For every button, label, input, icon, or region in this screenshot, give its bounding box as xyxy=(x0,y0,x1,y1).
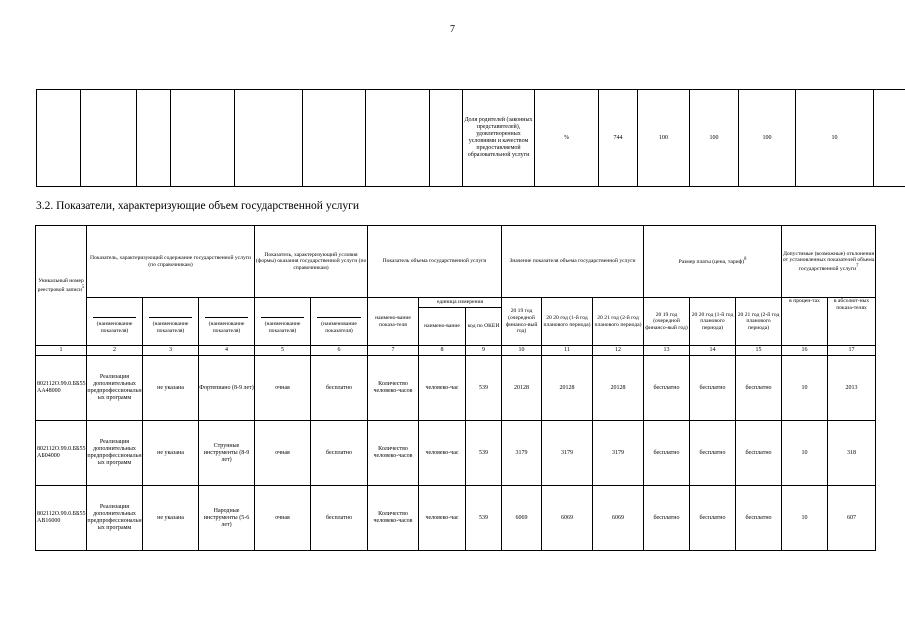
column-numbers-row xyxy=(36,346,876,356)
row-cell: 6069 xyxy=(593,486,644,551)
top-cell xyxy=(37,90,81,187)
row-cell: 10 xyxy=(782,421,828,486)
row-cell: бесплатно xyxy=(690,486,736,551)
top-cell xyxy=(81,90,137,187)
header-unit-name: наимено-вание xyxy=(419,308,466,346)
col-number: 13 xyxy=(644,346,690,356)
row-cell: 20128 xyxy=(593,356,644,421)
header-fee-2021: 20 21 год (2-й год планового периода) xyxy=(736,298,782,346)
top-cell xyxy=(430,90,463,187)
row-id: 802112О.99.0.ББ55АВ16000 xyxy=(36,486,87,551)
page-number: 7 xyxy=(450,24,455,35)
header-fee-2019: 20 19 год (очередной финансо-вый год) xyxy=(644,298,690,346)
row-cell: бесплатно xyxy=(644,421,690,486)
row-cell: не указана xyxy=(143,356,199,421)
row-cell: бесплатно xyxy=(311,421,368,486)
row-cell: бесплатно xyxy=(311,356,368,421)
header-year-2021: 20 21 год (2-й год планового периода) xyxy=(593,298,644,346)
col-number: 3 xyxy=(143,346,199,356)
header-naming-6: (наименование показателя) xyxy=(311,298,368,346)
header-dev-abs: в абсолют-ных показа-телях xyxy=(828,298,876,346)
row-cell: бесплатно xyxy=(644,356,690,421)
row-cell: 318 xyxy=(828,421,876,486)
header-naming-3: (наименование показателя) xyxy=(143,298,199,346)
row-cell: 6069 xyxy=(502,486,542,551)
col-number: 16 xyxy=(782,346,828,356)
header-unit-group: единица измерения xyxy=(419,298,502,308)
header-naming-4: (наименование показателя) xyxy=(199,298,255,346)
row-cell: 10 xyxy=(782,486,828,551)
row-cell: бесплатно xyxy=(690,421,736,486)
col-number: 10 xyxy=(502,346,542,356)
col-number: 4 xyxy=(199,346,255,356)
header-value-group: Значение показателя объема государственной услуги xyxy=(502,226,644,298)
row-cell: бесплатно xyxy=(690,356,736,421)
top-okei: 744 xyxy=(599,90,638,187)
header-fee-2020: 20 20 год (1-й год планового периода) xyxy=(690,298,736,346)
top-cell xyxy=(137,90,171,187)
row-cell: бесплатно xyxy=(736,356,782,421)
col-number: 6 xyxy=(311,346,368,356)
row-cell: Фортепиано (8-9 лет) xyxy=(199,356,255,421)
header-naming-2: (наименование показателя) xyxy=(87,298,143,346)
header-dev-pct: в процен-тах xyxy=(782,298,828,346)
row-program: Реализация дополнительных предпрофессиональных программ xyxy=(87,356,143,421)
col-number: 9 xyxy=(466,346,502,356)
header-fee-group: Размер платы (цена, тариф)$^8$ xyxy=(644,226,782,298)
row-program: Реализация дополнительных предпрофессиональных программ xyxy=(87,486,143,551)
row-cell: бесплатно xyxy=(736,421,782,486)
col-number: 15 xyxy=(736,346,782,356)
row-cell: 539 xyxy=(466,486,502,551)
header-volume-group: Показатель объема государственной услуги xyxy=(368,226,502,298)
row-cell: не указана xyxy=(143,421,199,486)
header-okei-code: код по ОКЕИ xyxy=(466,308,502,346)
header-unique-number: Уникальный номер реестровой записи$^5$ xyxy=(36,226,87,346)
row-cell: человеко-час xyxy=(419,486,466,551)
col-number: 14 xyxy=(690,346,736,356)
row-cell: человеко-час xyxy=(419,356,466,421)
row-cell: 2013 xyxy=(828,356,876,421)
row-id: 802112О.99.0.ББ55АА48000 xyxy=(36,356,87,421)
top-last xyxy=(874,90,905,187)
row-cell: 607 xyxy=(828,486,876,551)
row-cell: 3179 xyxy=(593,421,644,486)
row-cell: бесплатно xyxy=(736,486,782,551)
table-row xyxy=(36,421,876,486)
row-cell: Струнные инструменты (8-9 лет) xyxy=(199,421,255,486)
top-value-1: 100 xyxy=(638,90,690,187)
row-cell: не указана xyxy=(143,486,199,551)
top-indicator: Доля родителей (законных представителей), удовлетворенных условиями и качеством предоставляемой образовательной услуги xyxy=(463,90,535,187)
volume-indicators-table xyxy=(35,225,876,551)
top-value-2: 100 xyxy=(690,90,739,187)
top-cell xyxy=(303,90,366,187)
row-cell: очная xyxy=(255,356,311,421)
row-cell: 539 xyxy=(466,356,502,421)
row-id: 802112О.99.0.ББ55АБ04000 xyxy=(36,421,87,486)
header-conditions-group: Показатель, характеризующий условия (формы) оказания государственной услуги (по справочникам) xyxy=(255,226,368,298)
row-cell: 3179 xyxy=(502,421,542,486)
row-cell: бесплатно xyxy=(644,486,690,551)
row-cell: Количество человеко-часов xyxy=(368,486,419,551)
row-cell: бесплатно xyxy=(311,486,368,551)
top-table-continuation xyxy=(36,89,905,187)
row-program: Реализация дополнительных предпрофессиональных программ xyxy=(87,421,143,486)
col-number: 12 xyxy=(593,346,644,356)
row-cell: 3179 xyxy=(542,421,593,486)
top-unit: % xyxy=(535,90,599,187)
row-cell: очная xyxy=(255,421,311,486)
top-deviation: 10 xyxy=(796,90,874,187)
table-row xyxy=(36,356,876,421)
col-number: 7 xyxy=(368,346,419,356)
top-cell xyxy=(235,90,303,187)
col-number: 2 xyxy=(87,346,143,356)
header-year-2019: 20 19 год (очередной финансо-вый год) xyxy=(502,298,542,346)
header-naming-5: (наименование показателя) xyxy=(255,298,311,346)
row-cell: очная xyxy=(255,486,311,551)
col-number: 11 xyxy=(542,346,593,356)
header-deviation-group: Допустимые (возможные) отклонения от установленных показателей объема государственной услуги$^7$ xyxy=(782,226,876,298)
header-indicator-name: наимено-вание показа-теля xyxy=(368,298,419,346)
row-cell: Количество человеко-часов xyxy=(368,421,419,486)
header-year-2020: 20 20 год (1-й год планового периода) xyxy=(542,298,593,346)
top-cell xyxy=(171,90,235,187)
row-cell: Народные инструменты (5-6 лет) xyxy=(199,486,255,551)
top-value-3: 100 xyxy=(739,90,796,187)
col-number: 1 xyxy=(36,346,87,356)
row-cell: 20128 xyxy=(502,356,542,421)
section-title: 3.2. Показатели, характеризующие объем государственной услуги xyxy=(36,200,360,212)
row-cell: 539 xyxy=(466,421,502,486)
col-number: 5 xyxy=(255,346,311,356)
top-cell xyxy=(366,90,430,187)
row-cell: человеко-час xyxy=(419,421,466,486)
col-number: 17 xyxy=(828,346,876,356)
col-number: 8 xyxy=(419,346,466,356)
row-cell: 20128 xyxy=(542,356,593,421)
row-cell: Количество человеко-часов xyxy=(368,356,419,421)
header-content-group: Показатель, характеризующий содержание государственной услуги (по справочникам) xyxy=(87,226,255,298)
row-cell: 10 xyxy=(782,356,828,421)
row-cell: 6069 xyxy=(542,486,593,551)
table-row xyxy=(36,486,876,551)
